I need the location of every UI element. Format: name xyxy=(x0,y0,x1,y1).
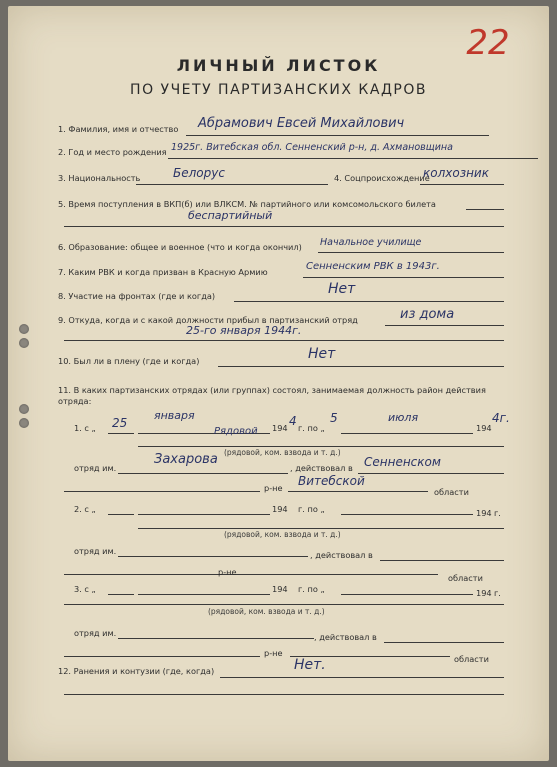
rank-caption: (рядовой, ком. взвода и т. д.) xyxy=(224,530,341,539)
field-line xyxy=(64,491,260,492)
period-1-year-prefix: 194 xyxy=(272,423,288,433)
period-1-raion1: Сенненском xyxy=(364,455,441,469)
field-line xyxy=(186,135,489,136)
acted-label: , действовал в xyxy=(314,632,377,642)
rank-caption: (рядовой, ком. взвода и т. д.) xyxy=(224,448,341,457)
field-line xyxy=(108,514,134,515)
binder-hole xyxy=(19,418,29,428)
field-line xyxy=(234,301,504,302)
field-line xyxy=(385,325,504,326)
field-value-birth: 1925г. Витебская обл. Сенненский р-н, д. Ахмановщина xyxy=(171,142,453,153)
field-value-arrival: из дома xyxy=(400,307,455,322)
period-2-from: 2. с „ xyxy=(74,504,96,514)
period-3-year-end: 194 xyxy=(476,588,492,598)
field-label-units-2: отряда: xyxy=(58,396,92,406)
field-value-fronts: Нет xyxy=(328,281,356,297)
period-1-from: 1. с „ xyxy=(74,423,96,433)
field-line xyxy=(138,514,270,515)
period-3-to: г. по „ xyxy=(298,584,325,594)
period-1-year: 4 xyxy=(289,414,297,428)
field-label-wounds: 12. Ранения и контузии (где, когда) xyxy=(58,666,215,676)
field-line xyxy=(168,158,538,159)
field-line xyxy=(218,366,504,367)
binder-hole xyxy=(19,338,29,348)
field-label-draft: 7. Каким РВК и когда призван в Красную Армию xyxy=(58,267,268,277)
period-3-year-prefix: 194 xyxy=(272,584,288,594)
period-1-day2: 5 xyxy=(330,411,338,425)
acted-label: , действовал в xyxy=(310,550,373,560)
field-line xyxy=(64,340,504,341)
form-sheet xyxy=(8,6,549,761)
field-line xyxy=(136,184,328,185)
field-line xyxy=(118,556,308,557)
field-value-arrival-date: 25-го января 1944г. xyxy=(186,324,302,337)
field-label-name: 1. Фамилия, имя и отчество xyxy=(58,124,179,134)
period-1-post: Рядовой xyxy=(214,426,258,437)
field-line xyxy=(118,473,288,474)
period-3-from: 3. с „ xyxy=(74,584,96,594)
oblasti-label: области xyxy=(448,573,483,583)
field-label-fronts: 8. Участие на фронтах (где и когда) xyxy=(58,291,216,301)
oblasti-label: области xyxy=(434,487,469,497)
field-line xyxy=(248,574,438,575)
field-line xyxy=(384,642,504,643)
field-value-captivity: Нет xyxy=(308,346,336,362)
period-1-year-prefix2: 194 xyxy=(476,423,492,433)
field-line xyxy=(341,433,473,434)
period-2-year-end: 194 xyxy=(476,508,492,518)
binder-hole xyxy=(19,324,29,334)
rank-caption: (рядовой, ком. взвода и т. д.) xyxy=(208,607,325,616)
field-line xyxy=(138,446,504,447)
field-label-arrival: 9. Откуда, когда и с какой должности прибыл в партизанский отряд xyxy=(58,315,358,325)
page-number: 22 xyxy=(466,23,510,63)
form-subtitle: ПО УЧЕТУ ПАРТИЗАНСКИХ КАДРОВ xyxy=(130,82,427,98)
field-value-draft: Сенненским РВК в 1943г. xyxy=(306,261,440,272)
rne-label: р-не xyxy=(264,648,283,658)
field-value-origin: колхозник xyxy=(423,166,489,180)
field-line xyxy=(303,277,504,278)
field-line xyxy=(341,594,473,595)
form-title: ЛИЧНЫЙ ЛИСТОК xyxy=(176,56,381,75)
field-label-birth: 2. Год и место рождения xyxy=(58,147,167,157)
oblasti-label: области xyxy=(454,654,489,664)
field-line xyxy=(108,433,134,434)
field-label-nationality: 3. Национальность xyxy=(58,173,141,183)
period-1-day: 25 xyxy=(112,416,128,430)
field-label-origin: 4. Соцпроисхождение xyxy=(334,173,430,183)
field-label-units: 11. В каких партизанских отрядах (или группах) состоял, занимаемая должность район действия xyxy=(58,385,486,395)
rne-label: р-не xyxy=(218,567,237,577)
field-line xyxy=(64,694,504,695)
field-line xyxy=(341,514,473,515)
field-line xyxy=(64,656,260,657)
field-line xyxy=(288,491,428,492)
field-value-party: беспартийный xyxy=(188,209,273,222)
period-3-g: г. xyxy=(494,588,501,598)
period-1-month2: июля xyxy=(388,411,419,424)
field-line xyxy=(420,184,504,185)
field-line xyxy=(64,604,504,605)
field-line xyxy=(108,594,134,595)
rne-label: р-не xyxy=(264,483,283,493)
period-1-otrad: Захарова xyxy=(154,452,218,467)
binder-hole xyxy=(19,404,29,414)
otrad-label: отряд им. xyxy=(74,463,117,473)
otrad-label: отряд им. xyxy=(74,628,117,638)
otrad-label: отряд им. xyxy=(74,546,117,556)
field-line xyxy=(358,473,504,474)
field-line xyxy=(380,560,504,561)
period-1-to: г. по „ xyxy=(298,423,325,433)
field-line xyxy=(466,209,504,210)
period-2-year-prefix: 194 xyxy=(272,504,288,514)
field-line xyxy=(138,594,270,595)
period-2-to: г. по „ xyxy=(298,504,325,514)
field-line xyxy=(138,528,504,529)
period-1-year2: 4г. xyxy=(492,411,510,425)
field-label-party: 5. Время поступления в ВКП(б) или ВЛКСМ. № партийного или комсомольского билета xyxy=(58,199,436,209)
period-1-raion2: Витебской xyxy=(298,474,365,488)
field-value-name: Абрамович Евсей Михайлович xyxy=(198,116,405,131)
field-label-captivity: 10. Был ли в плену (где и когда) xyxy=(58,356,200,366)
field-line xyxy=(64,226,504,227)
field-label-education: 6. Образование: общее и военное (что и когда окончил) xyxy=(58,242,302,252)
period-2-g: г. xyxy=(494,508,501,518)
field-value-education: Начальное училище xyxy=(320,237,422,248)
field-line xyxy=(318,252,504,253)
field-line xyxy=(220,677,504,678)
field-value-wounds: Нет. xyxy=(294,657,326,673)
period-1-month: января xyxy=(154,409,195,422)
acted-label: , действовал в xyxy=(290,463,353,473)
field-line xyxy=(118,638,314,639)
field-value-nationality: Белорус xyxy=(173,166,225,180)
